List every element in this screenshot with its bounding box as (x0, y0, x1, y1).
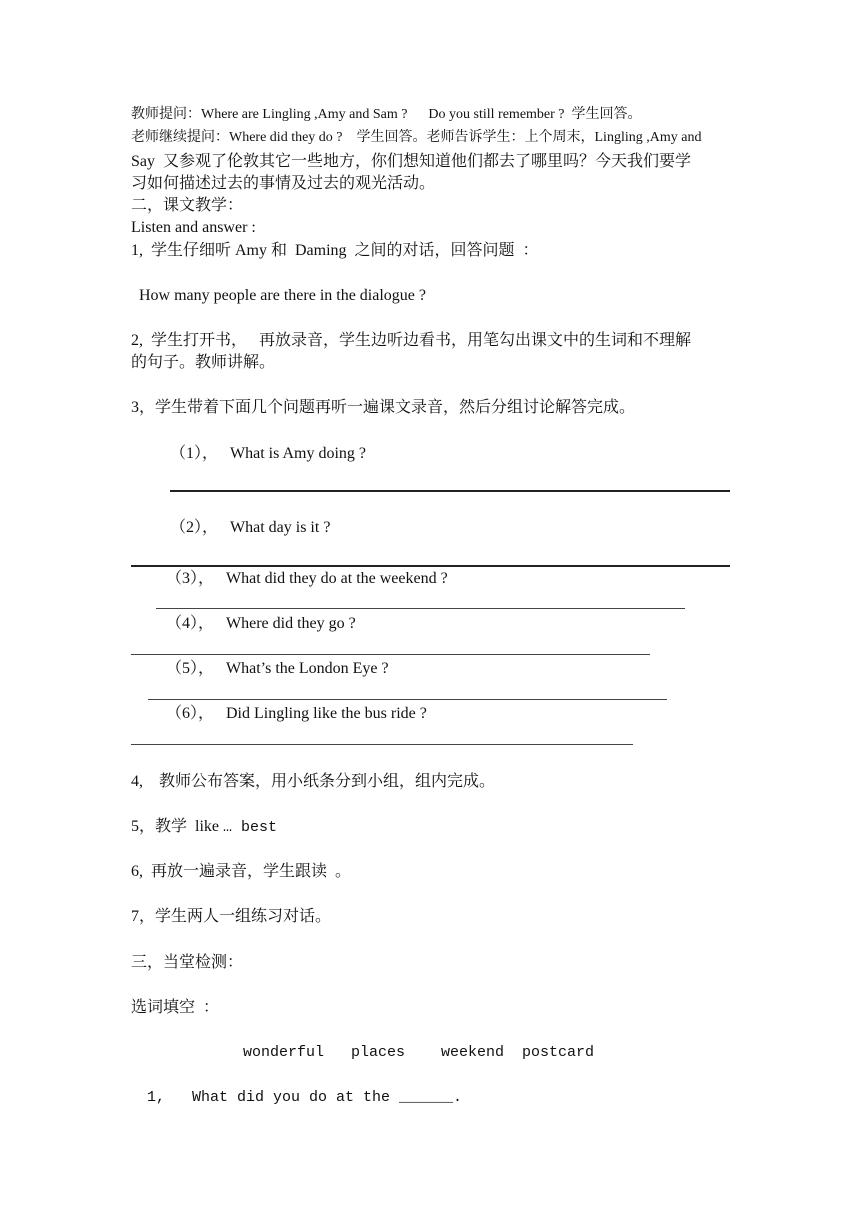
step-5-prefix: 5，教学 like (131, 818, 223, 835)
answer-line-6 (131, 744, 633, 745)
step-5 (131, 817, 277, 837)
answer-line-4 (131, 654, 650, 655)
section-2-heading: 二，课文教学： (131, 197, 244, 214)
step-4: 4, 教师公布答案，用小纸条分到小组，组内完成。 (131, 773, 496, 790)
answer-line-5 (148, 699, 667, 700)
section-3-heading: 三，当堂检测： (131, 954, 244, 971)
question-2: （2）， What day is it ? (170, 519, 331, 536)
question-4: （4）， Where did they go ? (166, 615, 356, 632)
intro-line-2: 老师继续提问：Where did they do ? 学生回答。老师告诉学生：上个周末，Lingling ,Amy and (131, 130, 702, 145)
step-1-question: How many people are there in the dialogue ? (139, 287, 426, 304)
exercise-1: 1, What did you do at the ______. (147, 1089, 463, 1106)
step-2-line-2: 的句子。教师讲解。 (131, 354, 276, 371)
step-5-suffix: … best (223, 819, 278, 836)
intro-line-1: 教师提问：Where are Lingling ,Amy and Sam ? Do you still remember ? 学生回答。 (131, 107, 642, 122)
question-3: （3）， What did they do at the weekend ? (166, 570, 448, 587)
fill-in-instruction: 选词填空 ： (131, 999, 220, 1016)
intro-line-3: Say 又参观了伦敦其它一些地方，你们想知道他们都去了哪里吗？今天我们要学 (131, 153, 692, 170)
step-3: 3，学生带着下面几个问题再听一遍课文录音，然后分组讨论解答完成。 (131, 399, 636, 416)
question-6: （6）， Did Lingling like the bus ride ? (166, 705, 427, 722)
question-5: （5）， What’s the London Eye ? (166, 660, 389, 677)
word-bank: wonderful places weekend postcard (243, 1044, 595, 1061)
step-6: 6, 再放一遍录音，学生跟读 。 (131, 863, 352, 880)
question-1: （1）， What is Amy doing ? (170, 445, 366, 462)
step-7: 7，学生两人一组练习对话。 (131, 908, 332, 925)
answer-line-2 (131, 565, 730, 567)
intro-line-4: 习如何描述过去的事情及过去的观光活动。 (131, 175, 436, 192)
step-1: 1, 学生仔细听 Amy 和 Daming 之间的对话，回答问题 ： (131, 242, 539, 259)
answer-line-3 (156, 608, 685, 609)
answer-line-1 (170, 490, 730, 492)
step-2-line-1: 2, 学生打开书， 再放录音，学生边听边看书，用笔勾出课文中的生词和不理解 (131, 332, 692, 349)
listen-and-answer: Listen and answer : (131, 219, 256, 236)
